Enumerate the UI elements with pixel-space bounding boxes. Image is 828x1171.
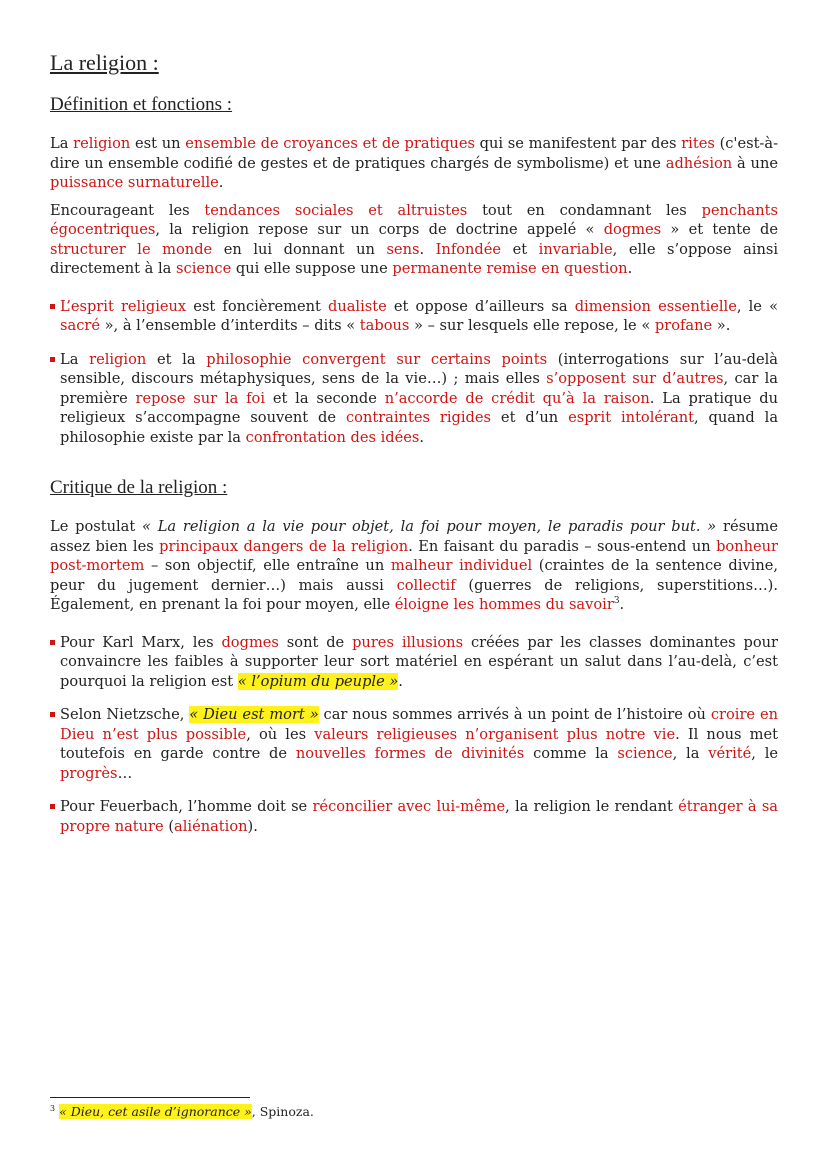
text-run: – son objectif, elle entraîne un [144,557,391,574]
highlight-term: permanente remise en question [392,260,628,277]
bullet-square-icon [50,640,55,645]
highlight-term: invariable [538,240,613,258]
text-run: sont de [278,633,353,651]
highlight-term: Infondée [435,240,502,258]
text-run: La [60,350,90,368]
footnote-ref: 3 [613,596,620,607]
highlight-term: penchants égocentriques [50,201,778,238]
highlight-term: collectif [396,576,456,594]
text-run: , la religion le rendant [505,798,679,815]
text-run: , Spinoza. [251,1104,314,1119]
text-run: (interrogations sur l’au-delà sensible, discours métaphysiques, sens de la vie…) ; mais elles [60,350,778,387]
text-run: ». [712,317,731,334]
text-run: (c'est-à-dire un ensemble codifié de gestes et de pratiques chargés de symbolisme) et une [50,135,778,172]
text-run: . [619,596,625,613]
highlight-term: bonheur post-mortem [50,537,779,574]
bullet-esprit-religieux [50,297,778,336]
text-run: comme la [524,745,618,762]
highlight-term: pures illusions [352,633,464,651]
text-run: et la [146,350,207,368]
text-run: , la [672,745,709,762]
quote-highlight: « Dieu, cet asile d’ignorance » [59,1104,252,1119]
bullet-square-icon [50,804,55,809]
text-run: . [419,240,436,258]
text-run: et [501,240,539,258]
highlight-term: science [617,745,673,762]
text-run: , le « [736,297,779,315]
bullet-religion-philosophie [50,350,778,448]
text-run: Selon Nietzsche, [60,706,190,723]
highlight-term: dogmes [603,221,662,238]
highlight-term: réconcilier avec lui-même [312,798,506,815]
text-run: . [419,428,425,446]
highlight-term: valeurs religieuses n’organisent plus notre vie [314,725,676,743]
text-run: « La religion a la vie pour objet, la foi pour moyen, le paradis pour but. » [142,518,717,535]
text-run: Le postulat [50,518,142,535]
highlight-term: structurer le monde [50,240,213,258]
footnote [50,1104,314,1120]
text-run: , elle s’oppose ainsi directement à la [50,240,779,277]
bullet-marx [50,633,778,692]
text-run: Pour Feuerbach, l’homme doit se [60,798,313,815]
text-run: est foncièrement [186,297,328,315]
text-run: » et tente de [661,221,778,238]
text-run: , car la première [60,370,778,407]
text-run: ). [247,817,258,835]
bullet-nietzsche [50,705,778,783]
text-run: . En faisant du paradis – sous-entend un [408,537,717,555]
text-run: . La pratique du religieux s’accompagne souvent de [60,389,778,426]
text-run: et la seconde [265,389,385,407]
highlight-term: profane [654,317,713,334]
quote-highlight: « l’opium du peuple » [237,672,399,690]
text-run: … [117,764,133,782]
highlight-term: adhésion [665,154,733,172]
text-run: (guerres de religions, superstitions…). Également, en prenant la foi pour moyen, elle [50,576,779,613]
highlight-term: philosophie convergent sur certains points [206,350,548,368]
footnote-ref: 3 [50,1103,56,1113]
text-run: à une [732,154,778,172]
document-page [50,50,778,850]
highlight-term: principaux dangers de la religion [159,537,409,555]
highlight-term: ensemble de croyances et de pratiques [185,135,475,152]
text-run: qui se manifestent par des [474,135,682,152]
highlight-term: esprit intolérant [568,409,694,426]
highlight-term: dogmes [221,633,279,651]
highlight-term: religion [73,135,131,152]
highlight-term: malheur individuel [390,557,533,574]
highlight-term: étranger à sa propre nature [60,798,779,835]
bullet-feuerbach [50,797,778,836]
highlight-term: nouvelles formes de divinités [295,745,525,762]
text-run: créées par les classes dominantes pour convaincre les faibles à supporter leur sort matériel en espérant un salut dans l’au-delà, c’est pourquoi la religion est [60,633,779,690]
highlight-term: n’accorde de crédit qu’à la raison [384,389,650,407]
text-run: », à l’ensemble d’interdits – dits « [99,317,360,334]
highlight-term: sacré [60,317,100,334]
highlight-term: aliénation [174,817,248,835]
bullet-square-icon [50,712,55,717]
text-run: , la religion repose sur un corps de doctrine appelé « [155,221,604,238]
text-run: . [218,174,224,191]
text-run: , le [751,745,779,762]
text-run: . Il nous met toutefois en garde contre de [60,725,778,762]
highlight-term: science [176,260,232,277]
footnote-divider [50,1097,250,1098]
highlight-term: L’esprit religieux [60,297,187,315]
text-run: Encourageant les [50,201,205,219]
highlight-term: confrontation des idées [245,428,420,446]
highlight-term: tabous [359,317,410,334]
bullet-square-icon [50,304,55,309]
bullet-square-icon [50,357,55,362]
text-run: (craintes de la sentence divine, peur du jugement dernier…) mais aussi [50,557,778,594]
text-run: et d’un [491,409,569,426]
text-run: . [627,260,633,277]
highlight-term: dimension essentielle [574,297,737,315]
highlight-term: vérité [708,745,752,762]
highlight-term: rites [681,135,715,152]
highlight-term: dualiste [327,297,387,315]
highlight-term: croire en Dieu n’est plus possible [60,706,779,743]
paragraph-definition [50,134,778,193]
text-run: ( [163,817,175,835]
text-run: en lui donnant un [212,240,387,258]
text-run: tout en condamnant les [467,201,702,219]
text-run: Pour Karl Marx, les [60,633,222,651]
highlight-term: sens [386,240,420,258]
paragraph-tendencies [50,201,778,279]
paragraph-postulat [50,517,778,615]
text-run: . [398,672,403,690]
quote-highlight: « Dieu est mort » [189,706,319,723]
highlight-term: contraintes rigides [345,409,491,426]
highlight-term: religion [89,350,147,368]
text-run: car nous sommes arrivés à un point de l’histoire où [318,706,711,723]
section-heading-critique: Critique de la religion : [50,477,228,498]
highlight-term: progrès [60,764,118,782]
text-run: , quand la philosophie existe par la [60,409,779,446]
highlight-term: tendances sociales et altruistes [204,201,468,219]
text-run: La [50,135,74,152]
highlight-term: repose sur la foi [135,389,266,407]
highlight-term: s’opposent sur d’autres [546,370,724,387]
highlight-term: puissance surnaturelle [50,174,219,191]
text-run: résume assez bien les [50,518,778,555]
text-run: et oppose d’ailleurs sa [386,297,575,315]
page-title: La religion : [50,50,159,75]
section-heading-definition: Définition et fonctions : [50,94,233,115]
highlight-term: éloigne les hommes du savoir [394,596,614,613]
text-run: est un [130,135,186,152]
text-run: qui elle suppose une [231,260,393,277]
text-run: , où les [246,725,315,743]
text-run: » – sur lesquels elle repose, le « [409,317,655,334]
